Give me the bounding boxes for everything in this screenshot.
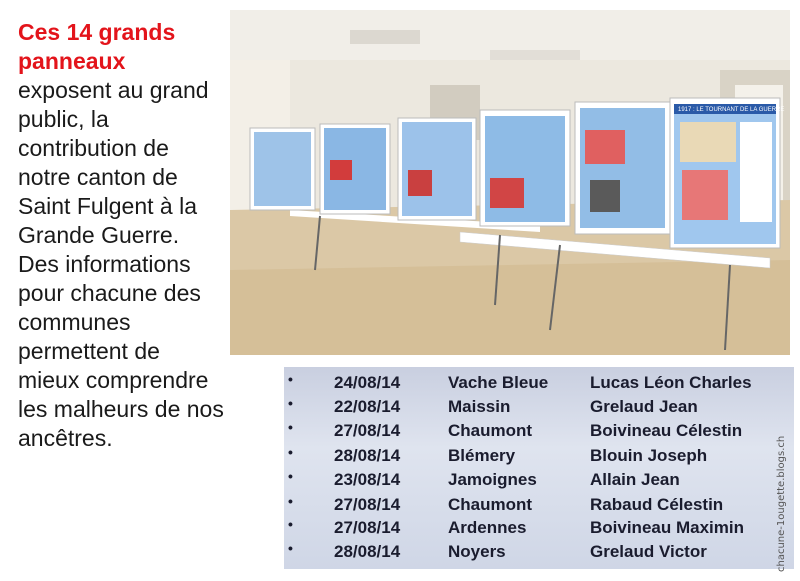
caption-body: exposent au grand public, la contribution de notre canton de Saint Fulgent à la Grande Guerre. Des informations pour chacune des communes permettent de mieux comprendre les malheurs de nos ancêtres. — [18, 77, 224, 451]
list-place: Blémery — [448, 446, 516, 465]
list-name: Boivineau Maximin — [590, 518, 744, 537]
list-date: 27/08/14 — [334, 495, 401, 514]
list-row — [284, 421, 794, 444]
list-bullet: • — [288, 444, 293, 460]
list-place: Ardennes — [448, 518, 527, 537]
list-name: Grelaud Jean — [590, 397, 698, 416]
list-bullet: • — [288, 468, 293, 484]
list-date: 27/08/14 — [334, 421, 401, 440]
exhibition-photo — [230, 10, 790, 355]
list-row — [284, 397, 794, 420]
list-row — [284, 495, 794, 518]
list-name: Allain Jean — [590, 470, 680, 489]
list-row — [284, 470, 794, 493]
list-date: 28/08/14 — [334, 446, 401, 465]
list-date: 23/08/14 — [334, 470, 401, 489]
list-bullet: • — [288, 419, 293, 435]
caption — [18, 18, 226, 453]
list-place: Vache Bleue — [448, 373, 549, 392]
list-bullet: • — [288, 395, 293, 411]
list-place: Chaumont — [448, 495, 533, 514]
list-place: Jamoignes — [448, 470, 537, 489]
list-row — [284, 518, 794, 541]
list-date: 22/08/14 — [334, 397, 401, 416]
watermark: chacune-1ougette.blogs.ch — [776, 435, 787, 572]
list-name: Grelaud Victor — [590, 542, 707, 561]
list-place: Maissin — [448, 397, 511, 416]
list-date: 28/08/14 — [334, 542, 401, 561]
casualty-list-photo — [284, 367, 794, 569]
list-name: Lucas Léon Charles — [590, 373, 752, 392]
list-bullet: • — [288, 516, 293, 532]
list-row — [284, 542, 794, 565]
list-name: Boivineau Célestin — [590, 421, 743, 440]
list-name: Blouin Joseph — [590, 446, 708, 465]
list-date: 24/08/14 — [334, 373, 401, 392]
list-bullet: • — [288, 493, 293, 509]
list-place: Noyers — [448, 542, 506, 561]
list-row — [284, 373, 794, 396]
list-date: 27/08/14 — [334, 518, 401, 537]
list-bullet: • — [288, 371, 293, 387]
panel-header: 1917 : LE TOURNANT DE LA GUERRE — [678, 107, 785, 113]
list-place: Chaumont — [448, 421, 533, 440]
list-name: Rabaud Célestin — [590, 495, 724, 514]
list-bullet: • — [288, 540, 293, 556]
caption-title: Ces 14 grands panneaux — [18, 19, 176, 74]
list-row — [284, 446, 794, 469]
